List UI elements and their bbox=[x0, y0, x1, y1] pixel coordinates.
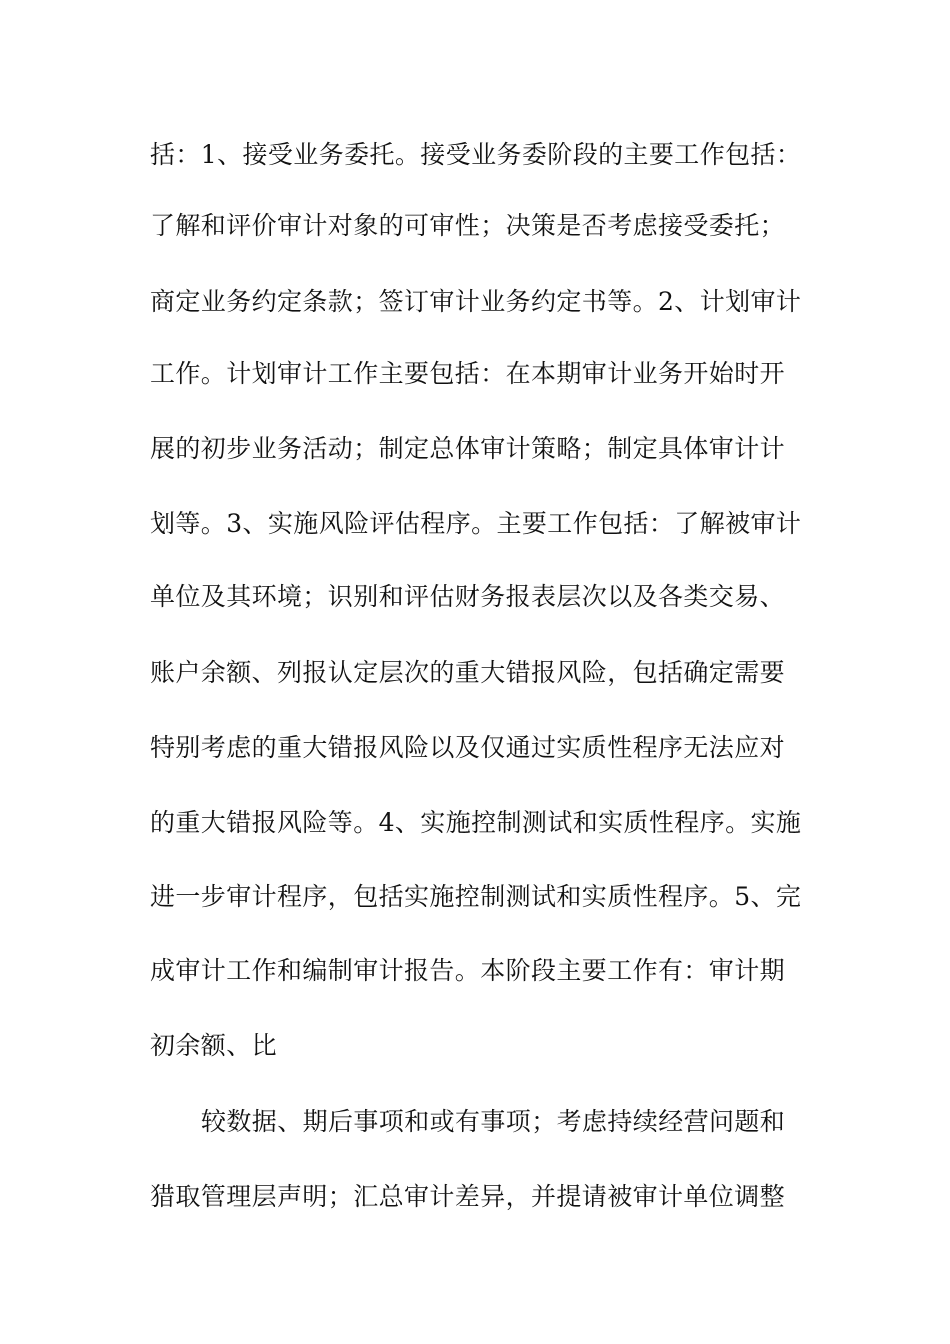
paragraph-line: 特别考虑的重大错报风险以及仅通过实质性程序无法应对 bbox=[150, 733, 786, 762]
paragraph-line: 了解和评价审计对象的可审性；决策是否考虑接受委托； bbox=[150, 211, 786, 240]
paragraph-line: 商定业务约定条款；签订审计业务约定书等。2、计划审计 bbox=[150, 287, 802, 316]
paragraph-line: 较数据、期后事项和或有事项；考虑持续经营问题和 bbox=[201, 1107, 786, 1136]
paragraph-line: 单位及其环境；识别和评估财务报表层次以及各类交易、 bbox=[150, 582, 786, 611]
paragraph-line: 账户余额、列报认定层次的重大错报风险，包括确定需要 bbox=[150, 658, 786, 687]
paragraph-line: 猎取管理层声明；汇总审计差异，并提请被审计单位调整 bbox=[150, 1182, 786, 1211]
paragraph-line: 工作。计划审计工作主要包括：在本期审计业务开始时开 bbox=[150, 359, 786, 388]
paragraph-line: 进一步审计程序，包括实施控制测试和实质性程序。5、完 bbox=[150, 882, 802, 911]
paragraph-line: 成审计工作和编制审计报告。本阶段主要工作有：审计期 bbox=[150, 956, 786, 985]
paragraph-line: 初余额、比 bbox=[150, 1031, 278, 1060]
paragraph-line: 划等。3、实施风险评估程序。主要工作包括：了解被审计 bbox=[150, 509, 802, 538]
paragraph-line: 的重大错报风险等。4、实施控制测试和实质性程序。实施 bbox=[150, 808, 802, 837]
paragraph-line: 括：1、接受业务委托。接受业务委阶段的主要工作包括： bbox=[150, 140, 802, 169]
paragraph-line: 展的初步业务活动；制定总体审计策略；制定具体审计计 bbox=[150, 434, 786, 463]
